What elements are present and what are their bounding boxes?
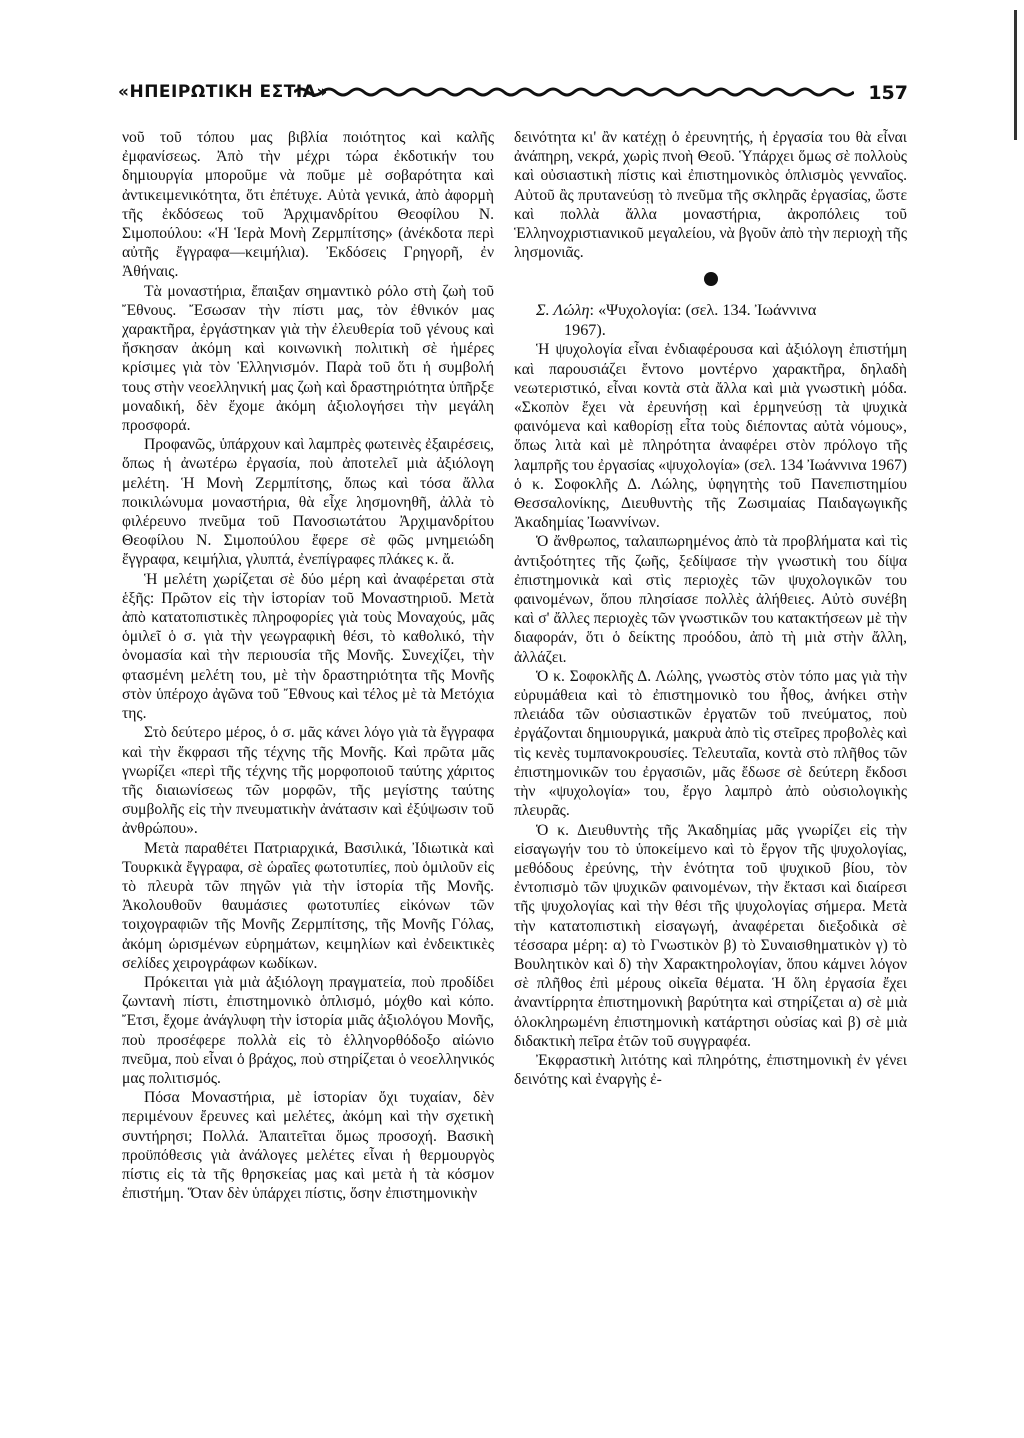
paragraph: Ὁ κ. Σοφοκλῆς Δ. Λώλης, γνωστὸς στὸν τόπο μας γιὰ τὴν εὐρυμάθεια καὶ τὸ ἐπιστημονικὸ του ἦθος, ἀνήκει στὴν πλειάδα τῶν οὐσιαστικῶν ἐργατῶν τοῦ πνεύματος, ποὺ ἐργάζονται δημιουργικά, μακρυὰ ἀπὸ τὶς στεῖρες προβολὲς καὶ τὶς κενὲς τυμπανοκρουσίες. Τελευταῖα, κοντὰ στὸ πλῆθος τῶν ἐπιστημονικῶν του ἐργασιῶν, μᾶς ἔδωσε σὲ δεύτερη ἔκδοσι τὴν «ψυχολογία» του, ἔργο λαμπρὸ ἀπὸ οὐσιολογικὴς πλευρᾶς.: [514, 667, 907, 820]
journal-title: «ΗΠΕΙΡΩΤΙΚΗ ΕΣΤΙΑ»: [118, 82, 328, 102]
paragraph: Στὸ δεύτερο μέρος, ὁ σ. μᾶς κάνει λόγο γιὰ τὰ ἔγγραφα καὶ τὴν ἔκφρασι τῆς τέχνης τῆς Μονῆς. Καὶ πρῶτα μᾶς γνωρίζει «περὶ τῆς τέχνης τῆς μορφοποιοῦ ταύτης χάριτος τῆς διαιωνίσεως τῶν μορφῶν, τῆς μεγίστης ταύτης συμβολῆς εἰς τὴν πνευματικὴν ἀνάτασιν καὶ ἐξύψωσιν τοῦ ἀνθρώπου».: [122, 724, 494, 838]
paragraph: Τὰ μοναστήρια, ἔπαιξαν σημαντικὸ ρόλο στὴ ζωὴ τοῦ Ἔθνους. Ἔσωσαν τὴν πίστι μας, τὸν ἐθνικόν μας χαρακτῆρα, ἐργάστηκαν γιὰ τὴν ἐλευθερία τοῦ γένους καὶ ἤσκησαν ἀκόμη καὶ κοινωνικὴ πολιτικὴ σὲ ἡμέρες κρίσιμες γιὰ τὸν Ἑλληνισμόν. Παρὰ τοῦ ὅτι ἡ συμβολή τους στὴν νεοελληνική μας ζωὴ καὶ δραστηριότητα ὑπῆρξε μοναδική, δὲν ἔχομε ἀκόμη ἀξιολογήσει τὴν μεγάλη προσφορά.: [122, 282, 494, 435]
paragraph: Προφανῶς, ὑπάρχουν καὶ λαμπρὲς φωτεινὲς ἐξαιρέσεις, ὅπως ἡ ἀνωτέρω ἐργασία, ποὺ ἀποτελεῖ μιὰ ἀξιόλογη μελέτη. Ἡ Μονὴ Ζερμπίτσης, ὅπως καὶ τόσα ἄλλα ποικιλώνυμα μοναστήρια, θὰ εἶχε λησμονηθῆ, ἀλλὰ τὸ φιλέρευνο πνεῦμα τοῦ Πανοσιωτάτου Ἀρχιμανδρίτου Θεοφίλου Ν. Σιμοπούλου ἔφερε σὲ φῶς μνημειώδη ἔγγραφα, κειμήλια, γλυπτά, ἐνεπίγραφες πλάκες κ. ἄ.: [122, 436, 494, 569]
paragraph: Ἐκφραστικὴ λιτότης καὶ πληρότης, ἐπιστημονικὴ ἐν γένει δεινότης καὶ ἐναργὴς ἐ-: [514, 1051, 907, 1089]
scan-edge-mark: [1014, 10, 1017, 140]
paragraph: Ὁ ἄνθρωπος, ταλαιπωρημένος ἀπὸ τὰ προβλήματα καὶ τὶς ἀντιξοότητες τῆς ζωῆς, ξεδίψασε τὴν γνωστικὴ του δίψα ἐπιστημονικὰ καὶ στὶς περιοχὲς τῶν ψυχολογικῶν του φαινομένων, ὅπου πλησίασε πολλὲς ἀλήθειες. Αὐτὸ συνέβη καὶ σ' ἄλλες περιοχὲς τῶν γνωστικῶν του κατακτήσεων μὲ τὴν διαφοράν, ὅτι ὁ δείκτης προόδου, ἀπὸ τὴ μιὰ στὴν ἄλλη, ἀλλάζει.: [514, 533, 907, 666]
reference-title: : «Ψυχολογία: (σελ. 134. Ἰωάννινα: [589, 301, 817, 320]
right-column: [514, 128, 907, 1089]
paragraph: Πρόκειται γιὰ μιὰ ἀξιόλογη πραγματεία, ποὺ προδίδει ζωντανὴ πίστι, ἐπιστημονικὸ ὁπλισμό, μόχθο καὶ κόπο. Ἔτσι, ἔχομε ἀνάγλυφη τὴν ἱστορία μιᾶς ἀξιολόγου Μονῆς, ποὺ προσέφερε πολλὰ εἰς τὸ ἑλληνορθόδοξο αἰώνιο πνεῦμα, ποὺ εἶναι ὁ βράχος, ποὺ στηρίζεται ὁ νεοελληνικός μας πολιτισμός.: [122, 973, 494, 1087]
paragraph: Ὁ κ. Διευθυντὴς τῆς Ἀκαδημίας μᾶς γνωρίζει εἰς τὴν εἰσαγωγήν του τὸ ὑποκείμενο καὶ τὸ ἔργον τῆς ψυχολογίας, μεθόδους ἐρεύνης, τὴν ἑνότητα τοῦ ψυχικοῦ βίου, τὸν ἐντοπισμὸ τῶν ψυχικῶν φαινομένων, τὴν ἔκτασι καὶ διαίρεσι τῆς ψυχολογίας καὶ τὴν θέσι τῆς ψυχολογίας σήμερα. Μετὰ τὴν κατατοπιστικὴ εἰσαγωγή, ἀναφέρεται διεξοδικὰ σὲ τέσσαρα μέρη: α) τὸ Γνωστικὸν β) τὸ Συναισθηματικὸν γ) τὸ Βουλητικὸν καὶ δ) τὴν Χαρακτηρολογίαν, ὅπου κάμνει λόγον σὲ πλῆθος ἐπὶ μέρους οἰκεῖα θέματα. Ἡ ὅλη ἐργασία ἔχει ἀναντίρρητα ἐπιστημονικὴ βαρύτητα καὶ στηρίζεται α) σὲ μιὰ ὁλοκληρωμένη ἐπιστημονικὴ κατάρτησι οὐσίας καὶ β) σὲ μιὰ διδακτικὴ πεῖρα ἐτῶν τοῦ συγγραφέα.: [514, 821, 907, 1050]
decorative-wavy-rule: [294, 85, 854, 99]
paragraph: Ἡ ψυχολογία εἶναι ἐνδιαφέρουσα καὶ ἀξιόλογη ἐπιστήμη καὶ παρουσιάζει ἔντονο μοντέρνο χαρακτῆρα, δηλαδὴ νεωτεριστικό, εἶναι κοντὰ στὰ ἄλλα καὶ μιὰ γνωστικὴ μόδα. «Σκοπὸν ἔχει νὰ ἐρευνήσῃ καὶ ἑρμηνεύσῃ τὰ ψυχικὰ φαινόμενα καὶ καθορίσῃ εἶτα τοὺς διέποντας αὐτὰ νόμους», ὅπως λιτὰ καὶ μὲ πληρότητα ἀναφέρει στὸν πρόλογο τῆς λαμπρῆς του ἐργασίας «ψυχολογία» (σελ. 134 Ἰωάννινα 1967) ὁ κ. Σοφοκλῆς Δ. Λώλης, ὑφηγητὴς τοῦ Πανεπιστημίου Θεσσαλονίκης, Διευθυντὴς τῆς Ζωσιμαίας Παιδαγωγικῆς Ἀκαδημίας Ἰωαννίνων.: [514, 341, 907, 532]
section-bullet-icon: [704, 272, 718, 286]
paragraph: Ἡ μελέτη χωρίζεται σὲ δύο μέρη καὶ ἀναφέρεται στὰ ἑξῆς: Πρῶτον εἰς τὴν ἱστορίαν τοῦ Μοναστηριοῦ. Μετὰ ἀπὸ κατατοπιστικὲς πληροφορίες γιὰ τοὺς Μοναχούς, μᾶς ὁμιλεῖ ὁ σ. γιὰ τὴν γεωγραφικὴ θέσι, τὸ καθολικό, τὴν ὀνομασία καὶ τὴν περιουσία τῆς Μονῆς. Συνεχίζει, τὴν φτασμένη μελέτη του, μὲ τὴν δραστηριότητα τῆς Μονῆς στὸν ὑπέροχο ἀγῶνα τοῦ Ἔθνους καὶ τέλος μὲ τὰ Μετόχια της.: [122, 570, 494, 723]
paragraph: νοῦ τοῦ τόπου μας βιβλία ποιότητος καὶ καλῆς ἐμφανίσεως. Ἀπὸ τὴν μέχρι τώρα ἐκδοτικήν του δημιουργία μποροῦμε νὰ ποῦμε μὲ σοβαρότητα καὶ ἀντικειμενικότητα, ὅτι ἐπέτυχε. Αὐτὰ γενικά, ἀπὸ ἀφορμὴ τῆς ἐκδόσεως τοῦ Ἀρχιμανδρίτου Θεοφίλου Ν. Σιμοπούλου: «Ἡ Ἱερὰ Μονὴ Ζερμπίτσης» (ἀνέκδοτα περὶ αὐτῆς ἔγγραφα—κειμήλια). Ἐκδόσεις Γρηγορῆ, ἐν Ἀθήναις.: [122, 129, 494, 281]
book-reference: [514, 300, 907, 340]
paragraph: δεινότητα κι' ἂν κατέχῃ ὁ ἐρευνητής, ἡ ἐργασία του θὰ εἶναι ἀνάπηρη, νεκρά, χωρὶς πνοὴ Θεοῦ. Ὑπάρχει ὅμως σὲ πολλοὺς καὶ οὐσιαστικὴ πίστις καὶ ἐπιστημονικὸς ὁπλισμὸς γενναῖος. Αὐτοῦ ἂς πρυτανεύσῃ τὸ πνεῦμα τῆς σκληρᾶς ἐργασίας, ὥστε καὶ πολλὰ ἄλλα μοναστήρια, ἀκροπόλεις τοῦ Ἑλληνοχριστιανικοῦ μεγαλείου, νὰ βγοῦν ἀπὸ τὴν περιοχὴ τῆς λησμονιᾶς.: [514, 129, 907, 262]
page-number: 157: [868, 82, 908, 104]
paragraph: Πόσα Μοναστήρια, μὲ ἱστορίαν ὄχι τυχαίαν, δὲν περιμένουν ἔρευνες καὶ μελέτες, ἀκόμη καὶ τὴν σχετικὴ συντήρησι; Πολλά. Ἀπαιτεῖται ὅμως προσοχή. Βασικὴ προϋπόθεσις γιὰ ἀνάλογες μελέτες εἶναι ἡ θερμουργὸς πίστις εἰς τὰ τῆς θρησκείας μας καὶ μετὰ ἡ τὰ κόσμον ἐπιστήμη. Ὅταν δὲν ὑπάρχει πίστις, ὅσην ἐπιστημονικὴν: [122, 1089, 494, 1203]
reference-year: 1967).: [564, 321, 606, 340]
paragraph: Μετὰ παραθέτει Πατριαρχικά, Βασιλικά, Ἰδιωτικὰ καὶ Τουρκικὰ ἔγγραφα, σὲ ὡραῖες φωτοτυπίες, ποὺ ὁμιλοῦν εἰς τὸ πλευρὰ τῶν πηγῶν γιὰ τὴν ἱστορία τῆς Μονῆς. Ἀκολουθοῦν θαυμάσιες φωτοτυπίες εἰκόνων τῶν τοιχογραφιῶν τῆς Μονῆς Ζερμπίτσης, τῆς Μονῆς Γόλας, ἀκόμη ὡρισμένων εὑρημάτων, κειμηλίων καὶ ἐνδεικτικὲς σελίδες χειρογράφων κωδίκων.: [122, 839, 494, 972]
reference-author: Σ. Λώλη: [536, 301, 590, 320]
left-column: [122, 128, 494, 1203]
running-header: [118, 82, 908, 112]
